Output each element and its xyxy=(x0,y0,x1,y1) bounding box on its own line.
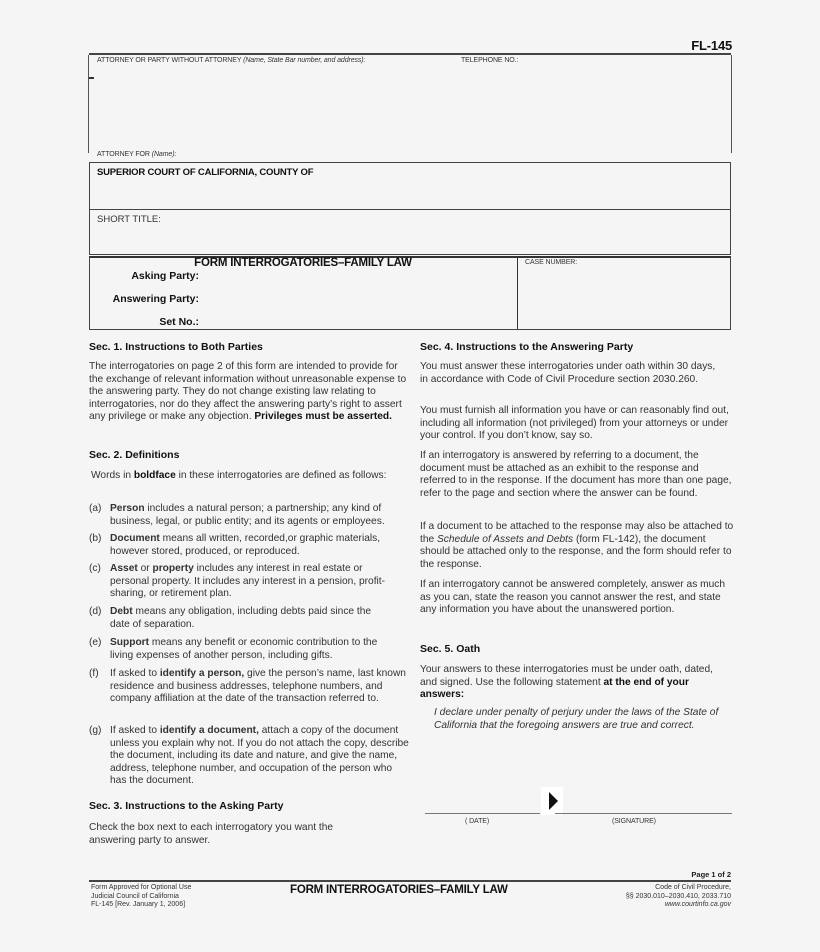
definition-e xyxy=(89,637,399,662)
definition-c xyxy=(89,563,389,601)
telephone-label: TELEPHONE NO.: xyxy=(461,57,519,64)
sec5-heading xyxy=(420,643,735,657)
sec2-intro-bold: boldface xyxy=(133,470,176,481)
definition-text: means all written, recorded,or graphic materials, however stored, produced, or reproduced. xyxy=(110,533,381,557)
sec2-heading xyxy=(89,449,409,463)
sec4-paragraph-2: You must furnish all information you have or can reasonably find out, including all information (not privileged) from your attorneys or under your control. If you don’t know, say so. xyxy=(420,405,729,442)
attorney-label-italic: (Name, State Bar number, and address): xyxy=(243,57,366,64)
attorney-for-italic: (Name): xyxy=(151,151,177,158)
definition-letter: (c) xyxy=(89,563,101,574)
footer-rule xyxy=(89,880,731,882)
attorney-box xyxy=(89,53,731,154)
sec3-body: Check the box next to each interrogatory you want the answering party to answer. xyxy=(89,822,334,846)
sec4-p4-pre: If a document to be attached to the response may also be attached to the xyxy=(420,521,734,545)
sec2-heading-text: Sec. 2. Definitions xyxy=(89,449,180,461)
definition-term: Document xyxy=(110,533,160,544)
attorney-box-right-border xyxy=(731,55,732,153)
definition-term: Debt xyxy=(110,606,133,617)
definition-term-2: property xyxy=(152,563,194,574)
definition-letter: (b) xyxy=(89,533,102,544)
sec1-heading-text: Sec. 1. Instructions to Both Parties xyxy=(89,341,263,353)
attorney-box-left-border xyxy=(88,55,89,153)
title-box-divider xyxy=(517,258,518,329)
sec4-heading xyxy=(420,341,735,355)
definition-term: Person xyxy=(110,503,145,514)
short-title-label: SHORT TITLE: xyxy=(97,214,161,225)
oath-declaration: I declare under penalty of perjury under the laws of the State of California that the foregoing answers are true and correct. xyxy=(434,707,719,731)
court-divider xyxy=(90,209,730,210)
definition-text: means any benefit or economic contribution to the living expenses of another person, including gifts. xyxy=(110,637,378,661)
definition-letter: (d) xyxy=(89,606,102,617)
sec1-body xyxy=(89,361,409,424)
form-title: FORM INTERROGATORIES–FAMILY LAW xyxy=(194,257,412,269)
definition-text: means any obligation, including debts paid since the date of separation. xyxy=(110,606,372,630)
court-label: SUPERIOR COURT OF CALIFORNIA, COUNTY OF xyxy=(97,167,314,178)
definition-a xyxy=(89,503,411,528)
attorney-label-text: ATTORNEY OR PARTY WITHOUT ATTORNEY xyxy=(97,57,244,64)
definition-b xyxy=(89,533,411,558)
footer-website-link[interactable]: www.courtinfo.ca.gov xyxy=(664,901,731,909)
definition-letter: (g) xyxy=(89,725,102,736)
sec2-intro-pre: Words in xyxy=(91,470,134,481)
sec4-heading-text: Sec. 4. Instructions to the Answering Party xyxy=(420,341,634,353)
footer-council: Judicial Council of California xyxy=(91,892,179,900)
footer-sections: §§ 2030.010–2030.410, 2033.710 xyxy=(625,892,731,900)
definition-letter: (f) xyxy=(89,668,99,679)
definition-g xyxy=(89,725,411,788)
definition-term: identify a document, xyxy=(159,725,259,736)
sec5-body xyxy=(420,664,720,702)
definition-term: identify a person, xyxy=(159,668,245,679)
signature-line[interactable] xyxy=(555,813,732,814)
page-number: Page 1 of 2 xyxy=(691,870,731,879)
definition-term: Support xyxy=(110,637,150,648)
footer-left xyxy=(91,884,191,910)
sec5-heading-text: Sec. 5. Oath xyxy=(420,643,481,655)
definition-letter: (e) xyxy=(89,637,102,648)
definition-f xyxy=(89,668,411,706)
definition-text: includes any interest in real estate or personal property. It includes any interest in a pension, profit-sharing, or retirement plan. xyxy=(110,563,386,600)
sec5-body-pre: Your answers to these interrogatories must be under oath, dated, and signed. Use the following statement xyxy=(420,664,713,688)
footer-revision: FL-145 [Rev. January 1, 2006] xyxy=(91,901,186,909)
sec1-body-text: The interrogatories on page 2 of this form are intended to provide for the exchange of relevant information without unreasonable expense to the answering party. They do not change existing law relating to interrogatories, nor do they affect the answering party’s right to assert any privilege or make any objection. xyxy=(89,361,407,423)
definition-text: includes a natural person; a partnership; any kind of business, legal, or public entity; and its agents or employees. xyxy=(110,503,385,527)
date-label: ( DATE) xyxy=(465,818,490,825)
footer-title: FORM INTERROGATORIES–FAMILY LAW xyxy=(290,884,508,896)
case-number-label: CASE NUMBER: xyxy=(525,259,578,266)
signature-label: (SIGNATURE) xyxy=(612,818,656,825)
sec4-p4-post: (form FL-142), the document should be attached only to the response, and the form should refer to the response. xyxy=(420,533,732,570)
definition-term: Asset xyxy=(110,563,138,574)
sec3-heading-text: Sec. 3. Instructions to the Asking Party xyxy=(89,800,284,812)
attorney-for-label xyxy=(97,151,176,158)
definition-text: attach a copy of the document unless you explain why not. If you do not attach the copy, describe the document, including its date and nature, and give the name, address, telephone number, and occupation of the person who has the document. xyxy=(110,725,409,787)
address-tick-mark xyxy=(89,77,94,79)
attorney-label xyxy=(97,57,365,64)
definition-d xyxy=(89,606,389,631)
sec4-paragraph-4 xyxy=(420,521,735,571)
signature-arrow-icon xyxy=(549,792,558,810)
sec2-intro xyxy=(91,470,391,483)
definition-letter: (a) xyxy=(89,503,102,514)
sec1-heading xyxy=(89,341,409,355)
footer-code: Code of Civil Procedure, xyxy=(655,884,731,891)
definition-pre: If asked to xyxy=(110,668,160,679)
date-line[interactable] xyxy=(425,813,540,814)
sec4-p4-italic: Schedule of Assets and Debts xyxy=(437,533,574,545)
sec5-body-bold: at the end of your answers: xyxy=(420,676,689,701)
answering-party-label: Answering Party: xyxy=(112,293,199,305)
form-id: FL-145 xyxy=(691,38,732,53)
definition-pre: If asked to xyxy=(110,725,160,736)
sec4-paragraph-3: If an interrogatory is answered by referring to a document, the document must be attached as an exhibit to the response and referred to in the response. If the document has more than one page, refer to the page and section where the answer can be found. xyxy=(420,450,732,499)
footer-right xyxy=(590,884,731,910)
footer-approval: Form Approved for Optional Use xyxy=(91,884,192,891)
sec4-paragraph-5: If an interrogatory cannot be answered completely, answer as much as you can, state the reason you cannot answer the rest, and state any information you have about the unanswered portion. xyxy=(420,579,726,616)
attorney-for-text: ATTORNEY FOR xyxy=(97,151,152,158)
asking-party-label: Asking Party: xyxy=(131,270,199,282)
definition-mid: or xyxy=(137,563,153,574)
sec4-paragraph-1: You must answer these interrogatories under oath within 30 days, in accordance with Code of Civil Procedure section 2030.260. xyxy=(420,361,716,385)
definition-text: give the person’s name, last known residence and business addresses, telephone numbers, and company affiliation at the date of the transaction referred to. xyxy=(110,668,406,705)
set-no-label: Set No.: xyxy=(159,316,199,328)
sec2-intro-post: in these interrogatories are defined as follows: xyxy=(175,470,387,481)
sec1-body-bold: Privileges must be asserted. xyxy=(254,411,392,423)
sec3-heading xyxy=(89,800,409,814)
